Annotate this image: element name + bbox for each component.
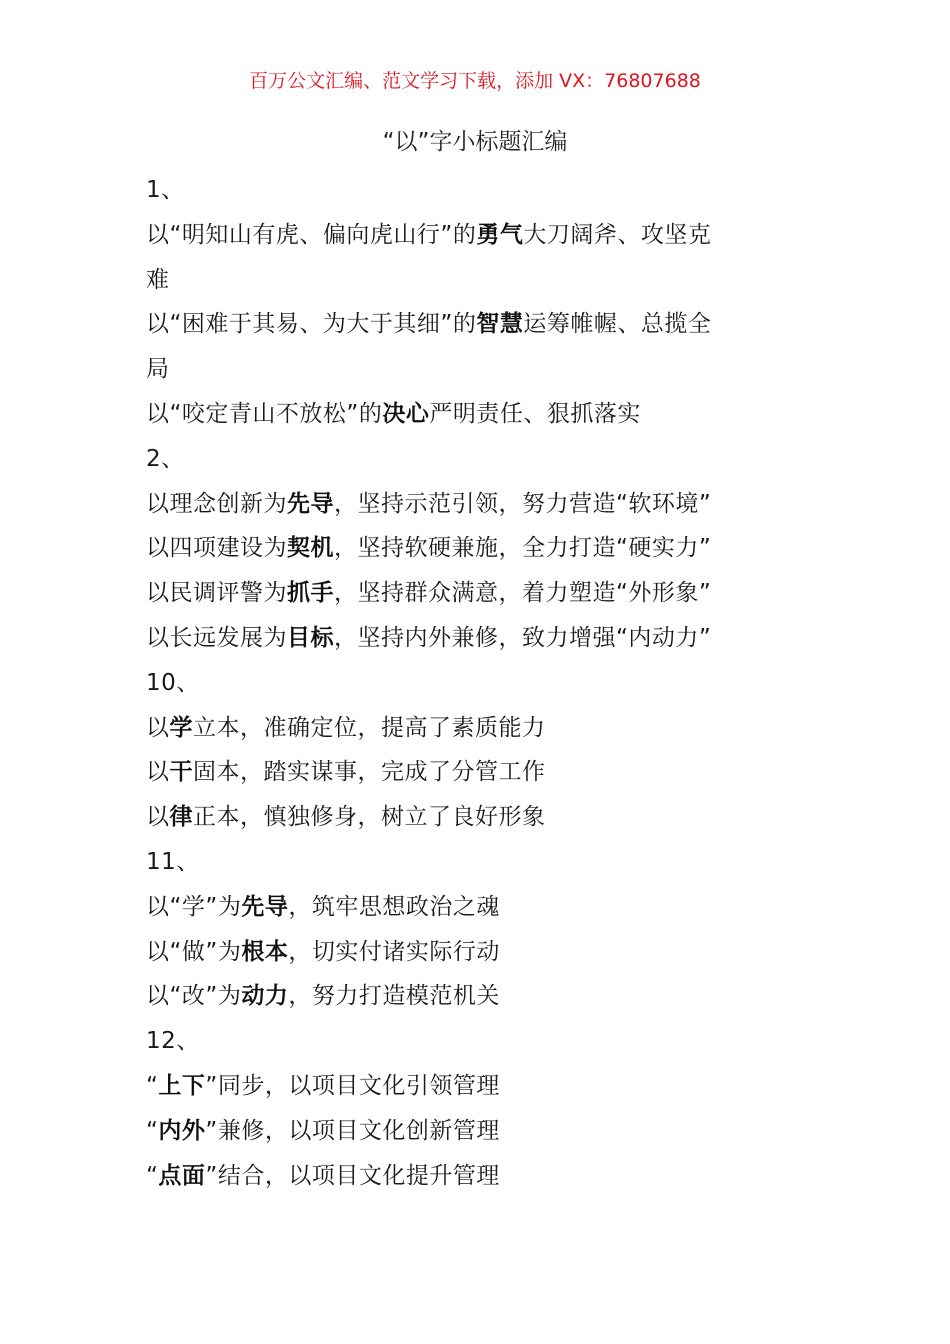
line-text: 以长远发展为 (146, 624, 287, 651)
text-line (146, 302, 796, 347)
text-line (146, 213, 796, 258)
text-line (146, 258, 796, 303)
document-body (146, 168, 796, 1198)
line-text: ”结合，以项目文化提升管理 (205, 1162, 500, 1189)
line-text: 难 (146, 266, 170, 293)
text-line (146, 840, 796, 885)
bold-keyword: 干 (169, 759, 193, 786)
line-text: ，切实付诸实际行动 (288, 938, 500, 965)
line-text: 立本，准确定位，提高了素质能力 (193, 714, 546, 741)
line-text: 以 (146, 714, 170, 741)
line-text: 以“困难于其易、为大于其细”的 (146, 311, 477, 338)
line-text: 以“做”为 (146, 938, 242, 965)
line-text: 以理念创新为 (146, 490, 287, 517)
line-text: ”兼修，以项目文化创新管理 (205, 1117, 500, 1144)
line-text: 以 (146, 804, 170, 831)
text-line (146, 1019, 796, 1064)
text-line (146, 706, 796, 751)
line-text: ”同步，以项目文化引领管理 (205, 1072, 500, 1099)
bold-keyword: 勇气 (476, 221, 524, 248)
text-line (146, 392, 796, 437)
line-text: 以“咬定青山不放松”的 (146, 400, 383, 427)
line-text: 以四项建设为 (146, 535, 287, 562)
text-line (146, 1154, 796, 1199)
bold-keyword: 律 (169, 804, 193, 831)
line-text: 以“学”为 (146, 893, 242, 920)
bold-keyword: 决心 (382, 400, 430, 427)
line-text: “ (146, 1072, 159, 1099)
bold-keyword: 上下 (158, 1072, 206, 1099)
line-text: 以 (146, 759, 170, 786)
line-text: “ (146, 1162, 159, 1189)
text-line (146, 974, 796, 1019)
line-text: 严明责任、狠抓落实 (429, 400, 641, 427)
line-text: ，坚持群众满意，着力塑造“外形象” (334, 580, 712, 607)
text-line (146, 795, 796, 840)
bold-keyword: 学 (169, 714, 193, 741)
text-line (146, 750, 796, 795)
bold-keyword: 抓手 (287, 580, 334, 607)
bold-keyword: 内外 (158, 1117, 206, 1144)
line-text: 以民调评警为 (146, 580, 287, 607)
bold-keyword: 先导 (241, 893, 289, 920)
line-text: 大刀阔斧、攻坚克 (523, 221, 712, 248)
bold-keyword: 根本 (241, 938, 289, 965)
line-text: 运筹帷幄、总揽全 (523, 311, 712, 338)
text-line (146, 930, 796, 975)
bold-keyword: 先导 (287, 490, 334, 517)
bold-keyword: 点面 (158, 1162, 206, 1189)
document-title: “以”字小标题汇编 (382, 129, 568, 155)
line-text: 以“改”为 (146, 983, 242, 1010)
line-text: 11、 (146, 848, 200, 875)
text-line (146, 1064, 796, 1109)
download-banner: 百万公文汇编、范文学习下载，添加 VX：76807688 (249, 70, 701, 92)
line-text: “ (146, 1117, 159, 1144)
line-text: ，坚持内外兼修，致力增强“内动力” (334, 624, 712, 651)
line-text: 2、 (146, 445, 185, 472)
line-text: 1、 (146, 177, 185, 203)
text-line (146, 347, 796, 392)
text-line (146, 885, 796, 930)
bold-keyword: 契机 (287, 535, 334, 562)
text-line (146, 616, 796, 661)
line-text: 正本，慎独修身，树立了良好形象 (193, 804, 546, 831)
line-text: 局 (146, 356, 170, 383)
bold-keyword: 智慧 (476, 311, 524, 338)
text-line (146, 571, 796, 616)
bold-keyword: 动力 (241, 983, 289, 1010)
text-line (146, 1109, 796, 1154)
line-text: 以“明知山有虎、偏向虎山行”的 (146, 221, 477, 248)
line-text: ，努力打造模范机关 (288, 983, 500, 1010)
line-text: ，筑牢思想政治之魂 (288, 893, 500, 920)
line-text: ，坚持示范引领，努力营造“软环境” (334, 490, 712, 517)
text-line (146, 168, 796, 213)
bold-keyword: 目标 (287, 624, 334, 651)
text-line (146, 526, 796, 571)
text-line (146, 661, 796, 706)
line-text: 12、 (146, 1028, 200, 1055)
text-line (146, 482, 796, 527)
line-text: ，坚持软硬兼施，全力打造“硬实力” (334, 535, 712, 562)
line-text: 固本，踏实谋事，完成了分管工作 (193, 759, 546, 786)
line-text: 10、 (146, 669, 200, 696)
text-line (146, 437, 796, 482)
